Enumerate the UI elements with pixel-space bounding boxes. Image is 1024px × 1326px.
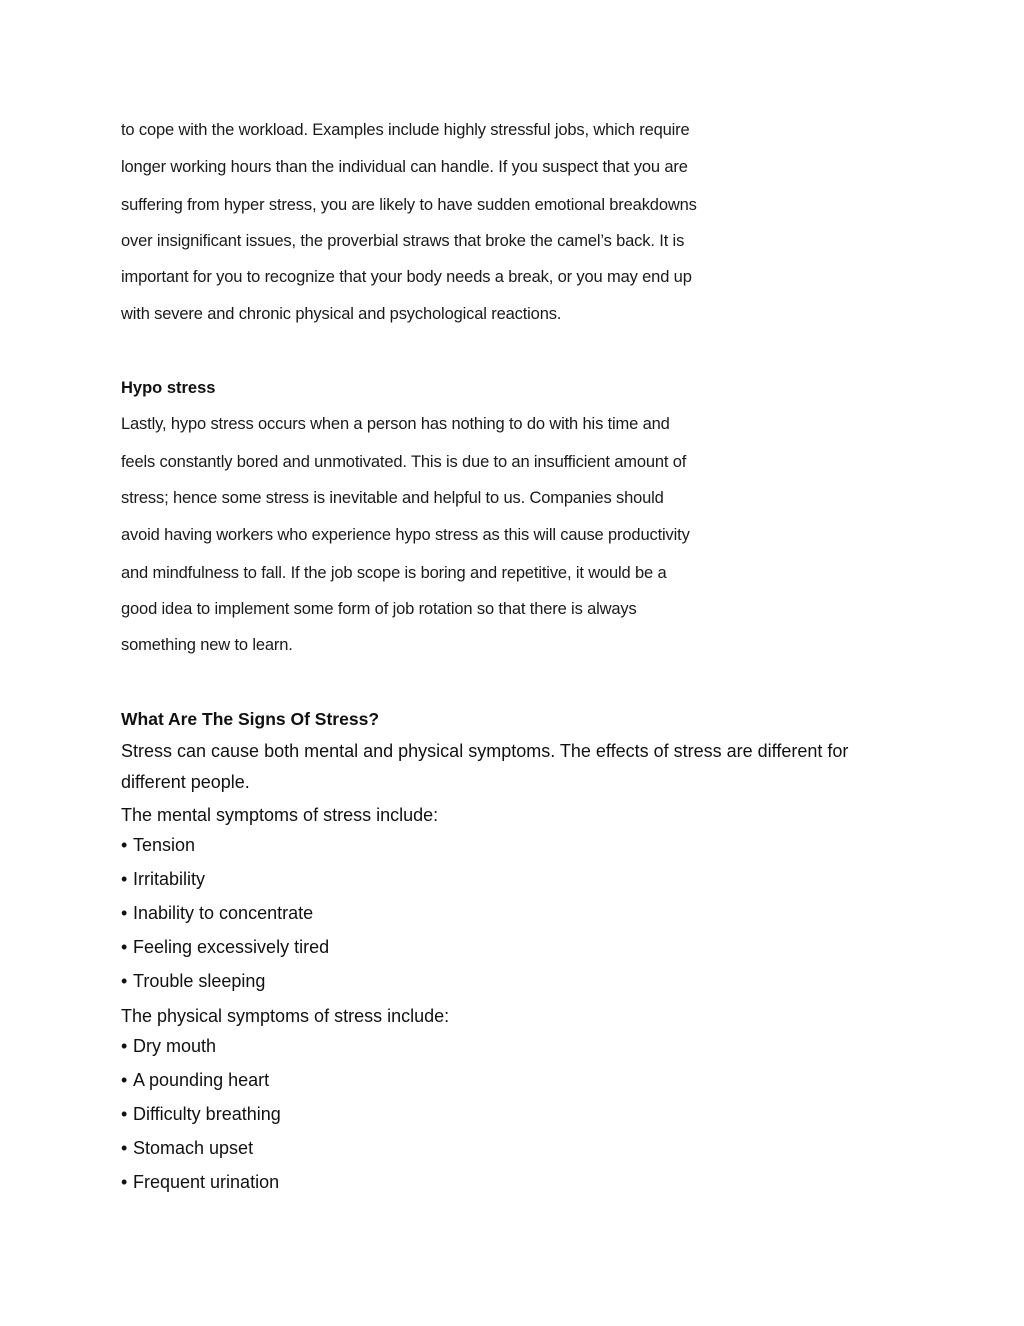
bullet-icon: • (121, 937, 128, 957)
bullet-icon: • (121, 971, 128, 991)
list-item-text: Feeling excessively tired (133, 937, 330, 957)
bullet-icon: • (121, 1138, 128, 1158)
physical-symptoms-intro: The physical symptoms of stress include: (121, 1006, 450, 1026)
paragraph-line: Lastly, hypo stress occurs when a person has nothing to do with his time and (121, 415, 670, 433)
list-item-text: Stomach upset (133, 1138, 254, 1158)
bullet-icon: • (121, 835, 128, 855)
bullet-icon: • (121, 869, 128, 889)
list-item-text: Tension (133, 835, 196, 855)
paragraph-line: good idea to implement some form of job rotation so that there is always (121, 600, 637, 618)
bullet-icon: • (121, 1172, 128, 1192)
section-heading-signs-of-stress: What Are The Signs Of Stress? (121, 709, 380, 729)
list-item (121, 1172, 279, 1193)
paragraph-line: and mindfulness to fall. If the job scope is boring and repetitive, it would be a (121, 564, 667, 582)
paragraph-line: feels constantly bored and unmotivated. This is due to an insufficient amount of (121, 453, 687, 471)
list-item (121, 869, 205, 890)
list-item (121, 903, 313, 924)
list-item (121, 1036, 216, 1057)
bullet-icon: • (121, 1104, 128, 1124)
list-item (121, 971, 265, 992)
paragraph-line: to cope with the workload. Examples include highly stressful jobs, which require (121, 121, 690, 139)
list-item-text: Frequent urination (133, 1172, 280, 1192)
list-item-text: A pounding heart (133, 1070, 270, 1090)
paragraph-line: avoid having workers who experience hypo stress as this will cause productivity (121, 526, 690, 544)
list-item-text: Trouble sleeping (133, 971, 266, 991)
paragraph-line: something new to learn. (121, 636, 293, 654)
paragraph-line: different people. (121, 772, 250, 792)
paragraph-line: important for you to recognize that your body needs a break, or you may end up (121, 268, 692, 286)
list-item (121, 1070, 269, 1091)
mental-symptoms-intro: The mental symptoms of stress include: (121, 805, 439, 825)
bullet-icon: • (121, 1036, 128, 1056)
list-item-text: Difficulty breathing (133, 1104, 281, 1124)
list-item-text: Irritability (133, 869, 206, 889)
paragraph-line: Stress can cause both mental and physical symptoms. The effects of stress are different for (121, 741, 849, 761)
paragraph-line: with severe and chronic physical and psychological reactions. (121, 305, 562, 323)
section-heading-hypo-stress: Hypo stress (121, 379, 216, 397)
bullet-icon: • (121, 903, 128, 923)
list-item-text: Dry mouth (133, 1036, 217, 1056)
paragraph-line: longer working hours than the individual can handle. If you suspect that you are (121, 158, 688, 176)
paragraph-line: suffering from hyper stress, you are likely to have sudden emotional breakdowns (121, 196, 697, 214)
list-item (121, 937, 329, 958)
bullet-icon: • (121, 1070, 128, 1090)
list-item-text: Inability to concentrate (133, 903, 314, 923)
list-item (121, 1104, 281, 1125)
paragraph-line: stress; hence some stress is inevitable and helpful to us. Companies should (121, 489, 664, 507)
list-item (121, 1138, 253, 1159)
paragraph-line: over insignificant issues, the proverbial straws that broke the camel’s back. It is (121, 232, 685, 250)
list-item (121, 835, 195, 856)
